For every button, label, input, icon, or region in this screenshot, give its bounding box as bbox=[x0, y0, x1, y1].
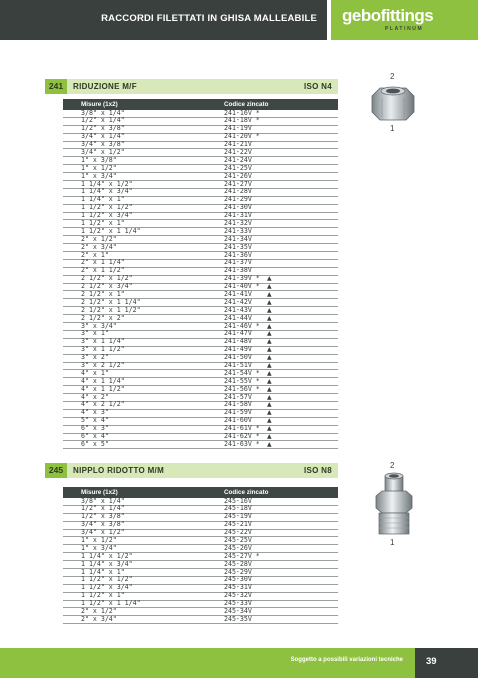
size-cell: 1 1/4" x 1/2" bbox=[81, 179, 133, 188]
code-cell: 245-21V bbox=[224, 520, 252, 529]
code-cell: 245-31V bbox=[224, 583, 252, 592]
marker-cell: ▲ bbox=[267, 290, 272, 298]
code-cell: 241-35V bbox=[224, 242, 252, 251]
footer-note: Soggetto a possibili variazioni tecniche bbox=[290, 657, 403, 663]
code-cell: 241-28V bbox=[224, 187, 252, 196]
section-name: NIPPLO RIDOTTO M/M bbox=[73, 466, 165, 475]
size-cell: 3/4" x 3/8" bbox=[81, 140, 125, 149]
code-cell: 241-32V bbox=[224, 218, 252, 227]
code-cell: 245-26V bbox=[224, 543, 252, 552]
size-cell: 1 1/4" x 3/4" bbox=[81, 187, 133, 196]
figure-label-2: 2 bbox=[390, 461, 395, 470]
column-header-code: Codice zincato bbox=[224, 101, 269, 108]
code-cell: 245-25V bbox=[224, 535, 252, 544]
size-cell: 6" x 4" bbox=[81, 432, 109, 441]
size-cell: 4" x 1 1/4" bbox=[81, 376, 125, 385]
code-cell: 245-34V bbox=[224, 606, 252, 615]
size-cell: 3/4" x 1/4" bbox=[81, 132, 125, 141]
code-cell: 241-25V bbox=[224, 163, 252, 172]
size-cell: 3/8" x 1/4" bbox=[81, 496, 125, 505]
code-cell: 241-43V bbox=[224, 305, 252, 314]
marker-cell: ▲ bbox=[267, 377, 272, 385]
brand-logo: gebofittings bbox=[342, 6, 434, 25]
figure-label-2: 2 bbox=[390, 72, 395, 81]
size-cell: 1 1/2" x 1/2" bbox=[81, 575, 133, 584]
reducer-fitting-image bbox=[368, 82, 418, 124]
code-cell: 241-39V * bbox=[224, 274, 260, 283]
size-cell: 2 1/2" x 1 1/2" bbox=[81, 305, 141, 314]
code-cell: 241-47V bbox=[224, 329, 252, 338]
code-cell: 245-32V bbox=[224, 591, 252, 600]
code-cell: 241-51V bbox=[224, 361, 252, 369]
footer-bar bbox=[0, 648, 415, 678]
size-cell: 6" x 5" bbox=[81, 439, 109, 448]
size-cell: 4" x 1" bbox=[81, 368, 109, 377]
marker-cell: ▲ bbox=[267, 440, 272, 448]
code-cell: 241-22V bbox=[224, 147, 252, 156]
size-cell: 2" x 1/2" bbox=[81, 606, 117, 615]
code-cell: 241-18V * bbox=[224, 116, 260, 125]
size-cell: 1" x 1/2" bbox=[81, 535, 117, 544]
nipple-fitting-image bbox=[370, 472, 418, 538]
size-cell: 1 1/2" x 3/4" bbox=[81, 583, 133, 592]
section-bar-245 bbox=[45, 463, 338, 478]
header-bar bbox=[0, 0, 327, 40]
size-cell: 1/2" x 3/8" bbox=[81, 512, 125, 521]
table-row bbox=[63, 616, 338, 624]
code-cell: 241-48V bbox=[224, 337, 252, 346]
marker-cell: ▲ bbox=[267, 401, 272, 409]
size-cell: 1" x 3/8" bbox=[81, 155, 117, 164]
size-cell: 2" x 1 1/2" bbox=[81, 266, 125, 275]
code-cell: 241-16V * bbox=[224, 108, 260, 117]
size-cell: 3" x 2 1/2" bbox=[81, 361, 125, 369]
code-cell: 241-46V * bbox=[224, 321, 260, 330]
size-cell: 3" x 2" bbox=[81, 353, 109, 362]
marker-cell: ▲ bbox=[267, 314, 272, 322]
code-cell: 241-57V bbox=[224, 392, 252, 401]
figure-label-1: 1 bbox=[390, 124, 395, 133]
size-cell: 2 1/2" x 1 1/4" bbox=[81, 297, 141, 306]
code-cell: 241-59V bbox=[224, 408, 252, 417]
code-cell: 245-28V bbox=[224, 559, 252, 568]
size-cell: 3" x 1 1/2" bbox=[81, 345, 125, 354]
page-number: 39 bbox=[426, 656, 437, 667]
size-cell: 3/4" x 1/2" bbox=[81, 147, 125, 156]
marker-cell: ▲ bbox=[267, 298, 272, 306]
code-cell: 241-62V * bbox=[224, 432, 260, 441]
brand-subtitle: PLATINUM bbox=[385, 26, 424, 32]
size-cell: 3" x 3/4" bbox=[81, 321, 117, 330]
column-header-size: Misure (1x2) bbox=[81, 489, 118, 496]
size-cell: 1 1/4" x 1" bbox=[81, 195, 125, 204]
code-cell: 241-37V bbox=[224, 258, 252, 267]
code-cell: 241-50V bbox=[224, 353, 252, 362]
size-cell: 4" x 3" bbox=[81, 408, 109, 417]
code-cell: 241-55V * bbox=[224, 376, 260, 385]
figure-label-1: 1 bbox=[390, 538, 395, 547]
code-cell: 241-20V * bbox=[224, 132, 260, 141]
marker-cell: ▲ bbox=[267, 275, 272, 283]
section-code: 245 bbox=[45, 463, 67, 478]
size-cell: 2 1/2" x 3/4" bbox=[81, 282, 133, 291]
size-cell: 3/4" x 3/8" bbox=[81, 520, 125, 529]
size-cell: 2" x 1/2" bbox=[81, 234, 117, 243]
size-cell: 1 1/4" x 1" bbox=[81, 567, 125, 576]
marker-cell: ▲ bbox=[267, 385, 272, 393]
marker-cell: ▲ bbox=[267, 433, 272, 441]
marker-cell: ▲ bbox=[267, 362, 272, 369]
section-name: RIDUZIONE M/F bbox=[73, 82, 137, 91]
code-cell: 241-33V bbox=[224, 226, 252, 235]
marker-cell: ▲ bbox=[267, 283, 272, 291]
marker-cell: ▲ bbox=[267, 338, 272, 346]
code-cell: 245-30V bbox=[224, 575, 252, 584]
code-cell: 245-16V bbox=[224, 496, 252, 505]
code-cell: 245-18V bbox=[224, 504, 252, 513]
marker-cell: ▲ bbox=[267, 425, 272, 433]
size-cell: 1/2" x 1/4" bbox=[81, 116, 125, 125]
size-cell: 1 1/4" x 3/4" bbox=[81, 559, 133, 568]
marker-cell: ▲ bbox=[267, 330, 272, 338]
marker-cell: ▲ bbox=[267, 346, 272, 354]
section-bar-241 bbox=[45, 79, 338, 94]
product-table-245 bbox=[63, 487, 338, 624]
size-cell: 1/2" x 1/4" bbox=[81, 504, 125, 513]
size-cell: 1/2" x 3/8" bbox=[81, 124, 125, 133]
size-cell: 3/8" x 1/4" bbox=[81, 108, 125, 117]
size-cell: 4" x 2" bbox=[81, 392, 109, 401]
size-cell: 1 1/4" x 1/2" bbox=[81, 551, 133, 560]
code-cell: 241-31V bbox=[224, 211, 252, 220]
code-cell: 241-49V bbox=[224, 345, 252, 354]
marker-cell: ▲ bbox=[267, 322, 272, 330]
size-cell: 3/4" x 1/2" bbox=[81, 528, 125, 537]
code-cell: 241-29V bbox=[224, 195, 252, 204]
size-cell: 5" x 4" bbox=[81, 416, 109, 425]
column-header-size: Misure (1x2) bbox=[81, 101, 118, 108]
code-cell: 241-36V bbox=[224, 250, 252, 259]
section-code: 241 bbox=[45, 79, 67, 94]
code-cell: 241-40V * bbox=[224, 282, 260, 291]
code-cell: 241-56V * bbox=[224, 384, 260, 393]
size-cell: 3" x 1" bbox=[81, 329, 109, 338]
size-cell: 1 1/2" x 1 1/4" bbox=[81, 226, 141, 235]
size-cell: 1" x 3/4" bbox=[81, 171, 117, 180]
size-cell: 2" x 3/4" bbox=[81, 614, 117, 623]
size-cell: 1 1/2" x 1" bbox=[81, 218, 125, 227]
size-cell: 6" x 3" bbox=[81, 424, 109, 433]
product-table-241 bbox=[63, 99, 338, 449]
code-cell: 245-33V bbox=[224, 599, 252, 608]
code-cell: 245-27V * bbox=[224, 551, 260, 560]
size-cell: 2 1/2" x 2" bbox=[81, 313, 125, 322]
size-cell: 2" x 1" bbox=[81, 250, 109, 259]
page-number-block bbox=[415, 648, 478, 678]
code-cell: 241-42V bbox=[224, 297, 252, 306]
marker-cell: ▲ bbox=[267, 369, 272, 377]
size-cell: 1" x 3/4" bbox=[81, 543, 117, 552]
size-cell: 2" x 3/4" bbox=[81, 242, 117, 251]
size-cell: 4" x 1 1/2" bbox=[81, 384, 125, 393]
table-row bbox=[63, 441, 338, 449]
code-cell: 245-22V bbox=[224, 528, 252, 537]
code-cell: 241-60V bbox=[224, 416, 252, 425]
marker-cell: ▲ bbox=[267, 409, 272, 417]
page-header-title: RACCORDI FILETTATI IN GHISA MALLEABILE bbox=[101, 13, 317, 24]
size-cell: 2 1/2" x 1" bbox=[81, 289, 125, 298]
code-cell: 241-21V bbox=[224, 140, 252, 149]
code-cell: 241-27V bbox=[224, 179, 252, 188]
marker-cell: ▲ bbox=[267, 417, 272, 425]
size-cell: 3" x 1 1/4" bbox=[81, 337, 125, 346]
section-iso: ISO N4 bbox=[303, 82, 332, 91]
size-cell: 4" x 2 1/2" bbox=[81, 400, 125, 409]
code-cell: 241-34V bbox=[224, 234, 252, 243]
code-cell: 241-26V bbox=[224, 171, 252, 180]
size-cell: 2 1/2" x 1/2" bbox=[81, 274, 133, 283]
code-cell: 241-58V bbox=[224, 400, 252, 409]
code-cell: 241-61V * bbox=[224, 424, 260, 433]
code-cell: 245-19V bbox=[224, 512, 252, 521]
code-cell: 241-30V bbox=[224, 203, 252, 212]
code-cell: 241-41V bbox=[224, 289, 252, 298]
section-iso: ISO N8 bbox=[303, 466, 332, 475]
code-cell: 241-24V bbox=[224, 155, 252, 164]
code-cell: 245-35V bbox=[224, 614, 252, 623]
size-cell: 1" x 1/2" bbox=[81, 163, 117, 172]
marker-cell: ▲ bbox=[267, 354, 272, 362]
code-cell: 241-19V bbox=[224, 124, 252, 133]
code-cell: 245-29V bbox=[224, 567, 252, 576]
column-header-code: Codice zincato bbox=[224, 489, 269, 496]
code-cell: 241-54V * bbox=[224, 368, 260, 377]
size-cell: 2" x 1 1/4" bbox=[81, 258, 125, 267]
size-cell: 1 1/2" x 1 1/4" bbox=[81, 599, 141, 608]
code-cell: 241-63V * bbox=[224, 439, 260, 448]
size-cell: 1 1/2" x 1/2" bbox=[81, 203, 133, 212]
code-cell: 241-38V bbox=[224, 266, 252, 275]
size-cell: 1 1/2" x 1" bbox=[81, 591, 125, 600]
size-cell: 1 1/2" x 3/4" bbox=[81, 211, 133, 220]
marker-cell: ▲ bbox=[267, 393, 272, 401]
marker-cell: ▲ bbox=[267, 306, 272, 314]
code-cell: 241-44V bbox=[224, 313, 252, 322]
